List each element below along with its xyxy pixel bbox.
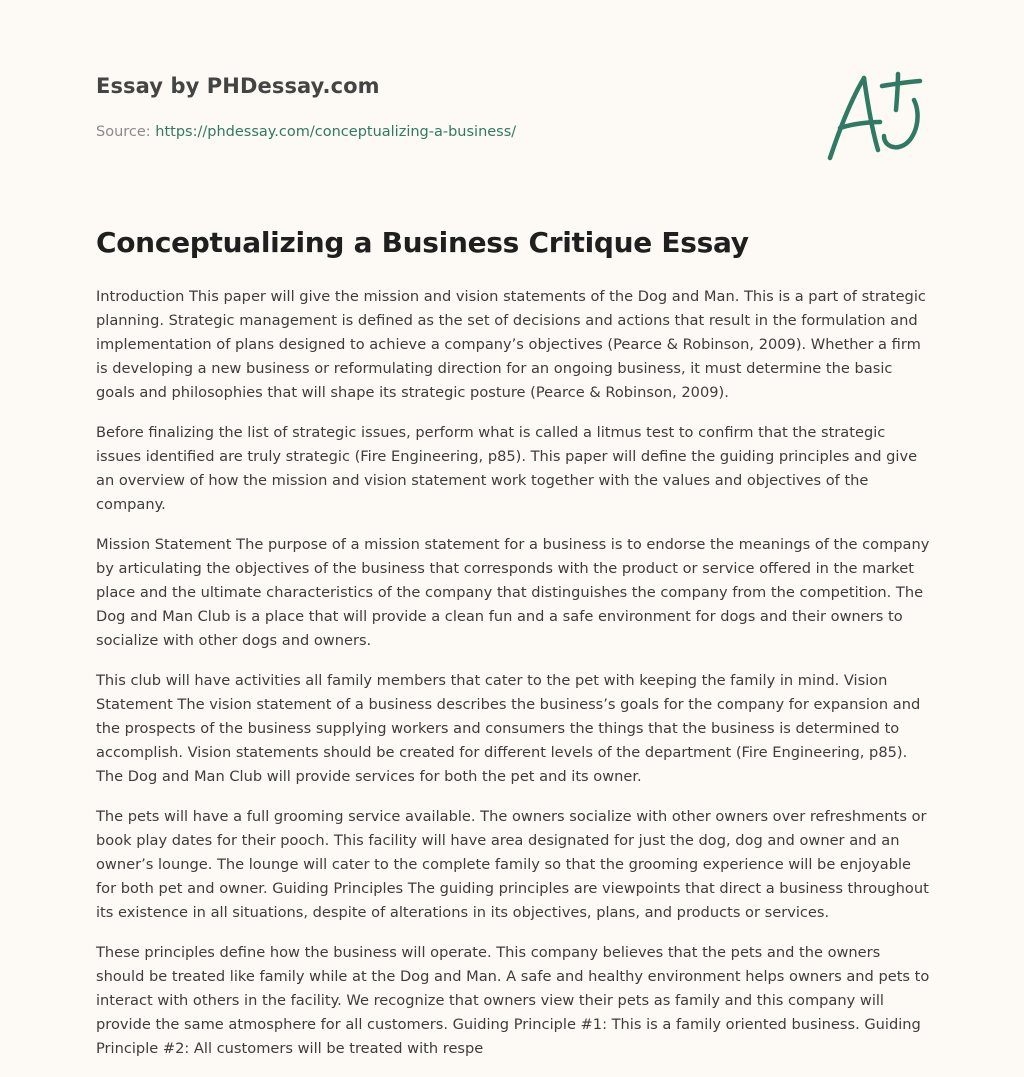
essay-paragraph: These principles define how the business will operate. This company believes that the pets and the owners should be treated like family while at the Dog and Man. A safe and healthy environment helps owners and pets to interact with others in the facility. We recognize that owners view their pets as family and this company will provide the same atmosphere for all customers. Guiding Principle #1: This is a family oriented business. Guiding Principle #2: All customers will be treated with respe bbox=[96, 944, 930, 1057]
essay-paragraph: The pets will have a full grooming service available. The owners socialize with other owners over refreshments or book play dates for their pooch. This facility will have area designated for just the dog, dog and owner and an owner’s lounge. The lounge will cater to the complete family so that the grooming experience will be enjoyable for both pet and owner. Guiding Principles The guiding principles are viewpoints that direct a business throughout its existence in all situations, despite of alterations in its objectives, plans, and products or services. bbox=[96, 808, 929, 921]
source-line bbox=[96, 124, 516, 140]
source-label: Source: bbox=[96, 124, 156, 140]
essay-paragraph: Before finalizing the list of strategic issues, perform what is called a litmus test to confirm that the strategic issues identified are truly strategic (Fire Engineering, p85). This paper will define the guiding principles and give an overview of how the mission and vision statement work together with the values and objectives of the company. bbox=[96, 424, 918, 513]
essay-paragraph: This club will have activities all family members that cater to the pet with keeping the family in mind. Vision Statement The vision statement of a business describes the business’s goals for the company for expansion and the prospects of the business supplying workers and consumers the things that the business is determined to accomplish. Vision statements should be created for different levels of the department (Fire Engineering, p85). The Dog and Man Club will provide services for both the pet and its owner. bbox=[96, 672, 921, 785]
essay-title: Conceptualizing a Business Critique Essay bbox=[96, 226, 749, 259]
essay-header bbox=[96, 74, 926, 140]
essay-paragraph: Introduction This paper will give the mission and vision statements of the Dog and Man. This is a part of strategic planning. Strategic management is defined as the set of decisions and actions that result in the formulation and implementation of plans designed to achieve a company’s objectives (Pearce & Robinson, 2009). Whether a firm is developing a new business or reformulating direction for an ongoing business, it must determine the basic goals and philosophies that will shape its strategic posture (Pearce & Robinson, 2009). bbox=[96, 288, 926, 401]
essay-paragraph: Mission Statement The purpose of a mission statement for a business is to endorse the meanings of the company by articulating the objectives of the business that corresponds with the product or service offered in the market place and the ultimate characteristics of the company that distinguishes the company from the competition. The Dog and Man Club is a place that will provide a clean fun and a safe environment for dogs and their owners to socialize with other dogs and owners. bbox=[96, 536, 930, 649]
brand-title: Essay by PHDessay.com bbox=[96, 74, 380, 98]
source-link[interactable]: https://phdessay.com/conceptualizing-a-business/ bbox=[155, 124, 517, 140]
essay-body bbox=[96, 285, 932, 1077]
a-plus-grade-icon bbox=[822, 66, 930, 166]
